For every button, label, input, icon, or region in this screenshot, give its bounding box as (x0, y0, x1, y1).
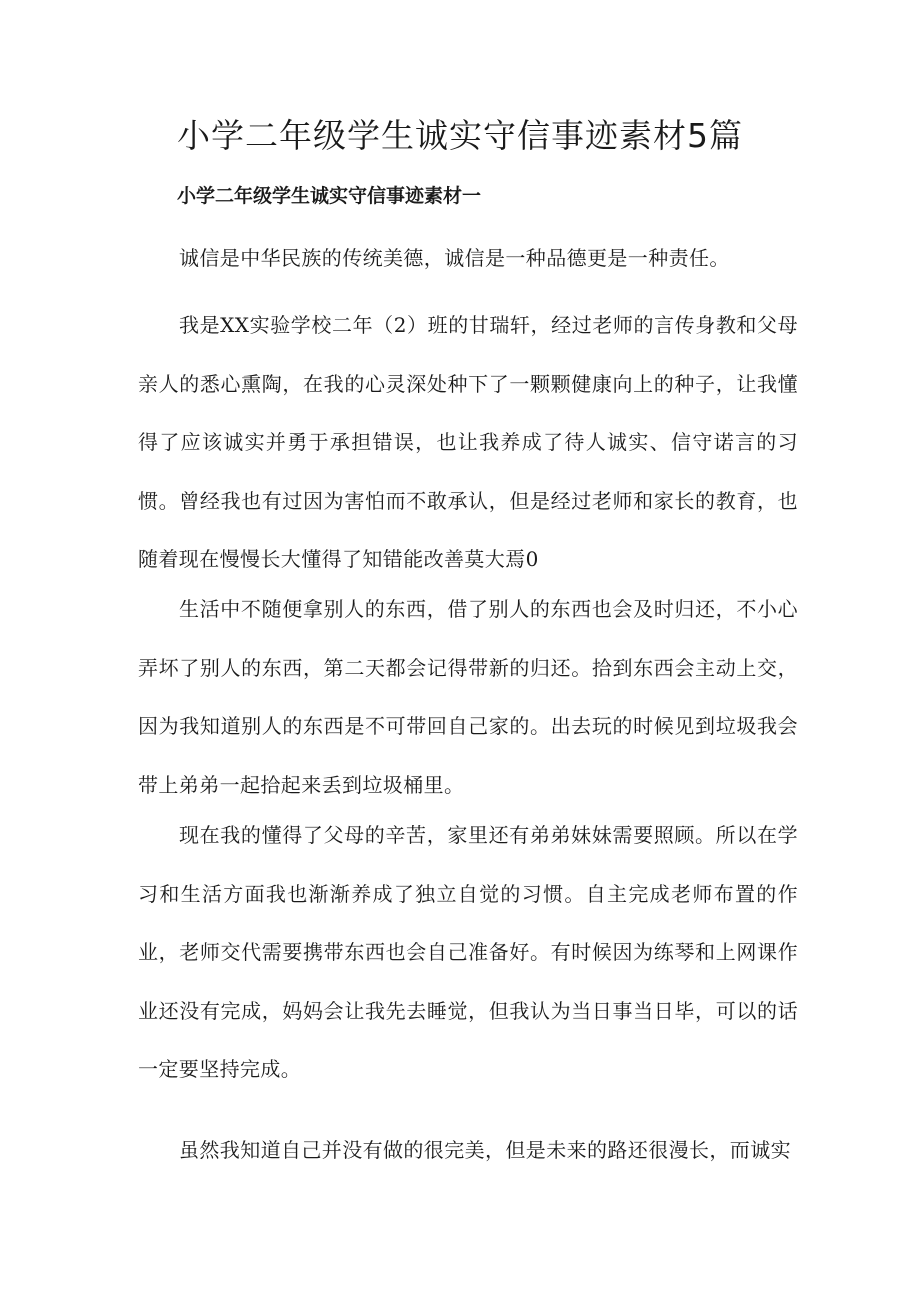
section-title: 小学二年级学生诚实守信事迹素材一 (177, 185, 482, 207)
document-title: 小学二年级学生诚实守信事迹素材5篇 (177, 116, 743, 155)
paragraph: 现在我的懂得了父母的辛苦，家里还有弟弟妹妹需要照顾。所以在学习和生活方面我也渐渐养成了独立自觉的习惯。自主完成老师布置的作业，老师交代需要携带东西也会自己准备好。有时候因为练琴和上网课作业还没有完成，妈妈会让我先去睡觉，但我认为当日事当日毕，可以的话一定要坚持完成。 (138, 823, 798, 1081)
paragraph: 虽然我知道自己并没有做的很完美，但是未来的路还很漫长，而诚实 (179, 1138, 791, 1162)
paragraph: 我是XX实验学校二年（2）班的甘瑞轩，经过老师的言传身教和父母亲人的悉心熏陶，在我的心灵深处种下了一颗颗健康向上的种子，让我懂得了应该诚实并勇于承担错误，也让我养成了待人诚实、信守诺言的习惯。曾经我也有过因为害怕而不敢承认，但是经过老师和家长的教育，也随着现在慢慢长大懂得了知错能改善莫大焉0 (138, 313, 798, 571)
paragraph: 生活中不随便拿别人的东西，借了别人的东西也会及时归还，不小心弄坏了别人的东西，第二天都会记得带新的归还。拾到东西会主动上交，因为我知道别人的东西是不可带回自己家的。出去玩的时候见到垃圾我会带上弟弟一起拾起来丢到垃圾桶里。 (138, 597, 798, 797)
paragraph: 诚信是中华民族的传统美德，诚信是一种品德更是一种责任。 (179, 246, 730, 270)
